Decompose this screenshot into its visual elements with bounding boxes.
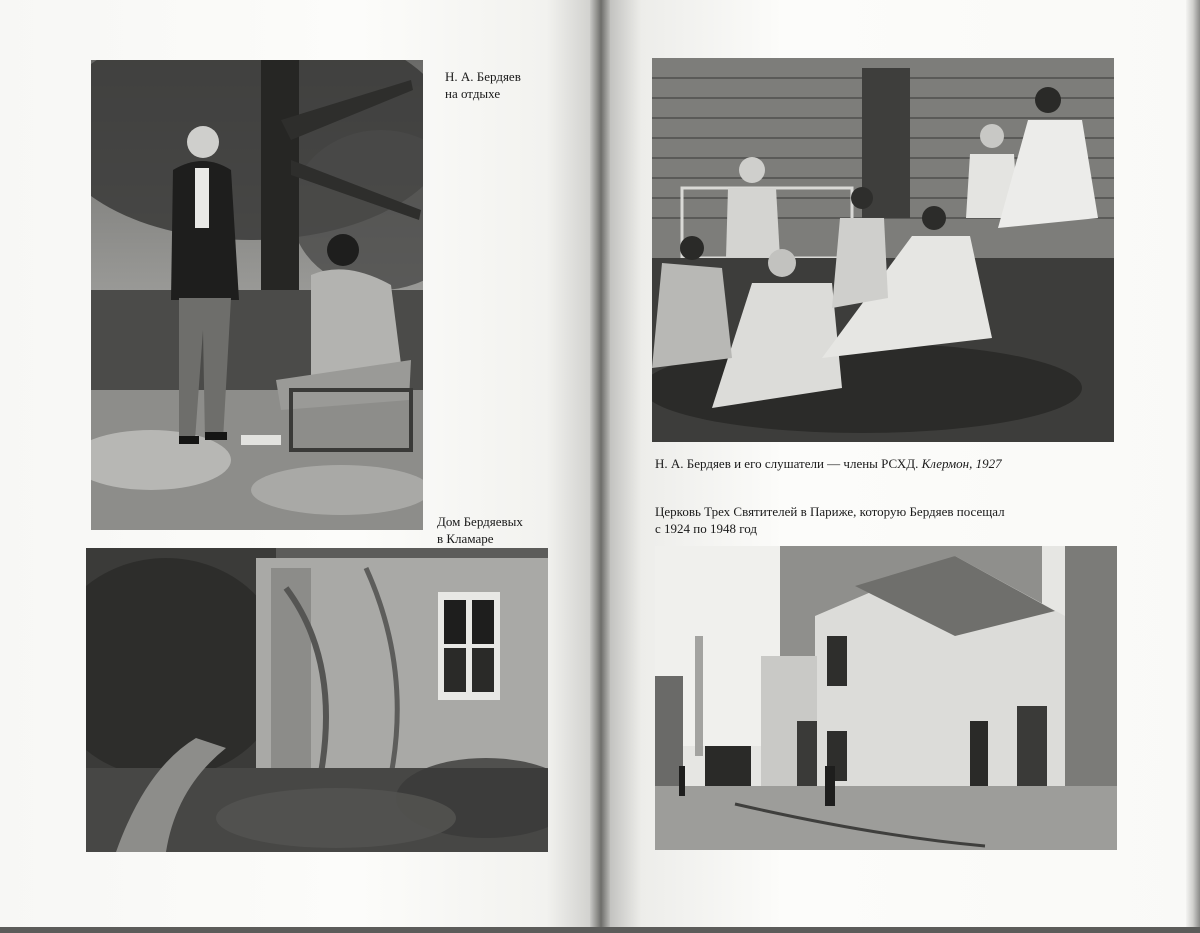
photo1-caption	[445, 68, 521, 102]
photo1-caption-line1: Н. А. Бердяев	[445, 69, 521, 84]
scan-edge	[0, 927, 1200, 933]
photo-berdyaev-listeners	[652, 58, 1114, 442]
photo3-caption-place-date: Клермон, 1927	[921, 456, 1002, 471]
photo1-caption-line2: на отдыхе	[445, 86, 501, 101]
photo2-caption	[437, 513, 523, 547]
photo-church-three-hierarchs	[655, 546, 1117, 850]
photo4-caption	[655, 503, 1005, 537]
photo2-caption-line2: в Кламаре	[437, 531, 494, 546]
book-gutter	[590, 0, 610, 933]
photo-berdyaev-resting	[91, 60, 423, 530]
photo3-caption	[655, 455, 1002, 472]
photo3-caption-main: Н. А. Бердяев и его слушатели — члены РСХД.	[655, 456, 922, 471]
photo2-caption-line1: Дом Бердяевых	[437, 514, 523, 529]
photo4-caption-line1: Церковь Трех Святителей в Париже, которую Бердяев посещал	[655, 504, 1005, 519]
photo-house-clamart	[86, 548, 548, 852]
page-edge	[1186, 0, 1200, 933]
photo4-caption-line2: с 1924 по 1948 год	[655, 521, 757, 536]
